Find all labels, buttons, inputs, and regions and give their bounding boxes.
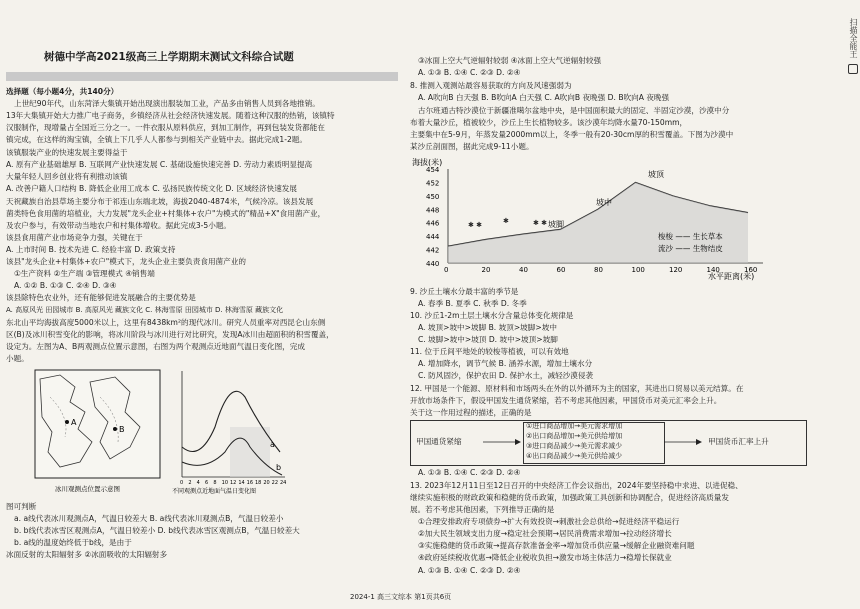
passage-4-line-2: 布着大量沙丘，植被较少，沙丘上生长植物较多。该沙漠年均降水量70-150mm， (410, 118, 688, 127)
question-6-label: 图可判断 (6, 502, 37, 511)
dune-xlabel: 水平距离(米) (708, 272, 755, 281)
dune-x-tick: 60 (556, 266, 566, 274)
temp-x-tick: 4 (196, 480, 200, 486)
svg-text:✱ ✱: ✱ ✱ (533, 219, 547, 227)
dune-x-tick: 80 (594, 266, 603, 274)
point-b-label: B (119, 425, 125, 434)
temp-x-tick: 0 (180, 480, 184, 486)
question-5: 该县除特色农业外，还有能够促进发展融合的主要优势是 (6, 293, 196, 302)
question-6-option-2: b. b线代表冰雪区观测点A，气温日较差小 D. b线代表冰雪区观测点B，气温日较差大 (14, 526, 300, 535)
dune-y-tick: 442 (426, 246, 440, 255)
temp-x-tick: 16 (246, 480, 254, 486)
q12-arrow-right (664, 420, 704, 464)
dune-ylabel: 海拔(米) (412, 158, 443, 167)
temp-x-tick: 12 (230, 480, 237, 486)
question-13-line-3: 展。若不考虑其他因素，下列推导正确的是 (410, 505, 555, 514)
question-13-line-1: 13. 2023年12月11日至12日召开的中央经济工作会议指出，2024年要坚持稳中求进、以进促稳、 (410, 481, 743, 490)
question-1: 该镇服装产业的快速发展主要得益于 (6, 148, 128, 157)
dune-y-tick: 450 (426, 192, 440, 201)
passage-1-line-4: 镇完成，在这样的淘宝镇，全镇上下几乎人人都参与到相关产业链中去。据此完成1-2题。 (6, 135, 307, 144)
passage-2-line-1: 天祝藏族自治县草场主要分布于祁连山东端北坡，海拔2040-4874米，气候冷凉。该县发展 (6, 197, 314, 206)
temp-x-tick: 20 (263, 480, 270, 486)
question-6-option-1: a. a线代表冰川观测点A，气温日较差大 B. a线代表冰川观测点B，气温日较差小 (14, 514, 284, 523)
question-12-line-2: 开放市场条件下，假设甲国发生通货紧缩，若不考虑其他因素，甲国货币对美元汇率会上升。 (410, 396, 722, 405)
temp-x-tick: 8 (213, 480, 217, 486)
temp-x-tick: 24 (280, 480, 287, 486)
question-10: 10. 沙丘1-2m土层土壤水分含量总体变化规律是 (410, 311, 574, 320)
point-b-marker (113, 427, 117, 431)
glacier-map-figure (30, 367, 165, 497)
passage-4-line-1: 古尔班通古特沙漠位于新疆准噶尔盆地中央，是中国面积最大的固定、半固定沙漠，沙漠中分 (418, 106, 730, 115)
q12-right-box: 甲国货币汇率上升 (708, 437, 769, 446)
scanner-label: 扫描全能王 (849, 18, 858, 58)
question-12-choices: A. ①③ B. ①④ C. ②③ D. ②④ (418, 468, 521, 477)
temp-x-tick: 10 (221, 480, 229, 486)
q12-mid-1: ①进口商品增加→美元需求增加 (526, 422, 623, 430)
point-a-label: A (71, 418, 77, 427)
question-11-option-2: C. 防风固沙，保护农田 D. 保护水土，减轻沙漠侵袭 (418, 371, 594, 380)
dune-profile-chart (408, 155, 788, 285)
label-mid: 坡中 (596, 198, 612, 207)
q12-mid-4: ④出口商品减少→美元供给减少 (526, 452, 623, 460)
line-a-label: a (270, 440, 275, 449)
question-13-option-4: ④政府延续税收优惠→降低企业税收负担→激发市场主体活力→稳增长保就业 (418, 553, 672, 562)
page-footer: 2024-1 高三文综本 第1页共6页 (350, 593, 452, 601)
question-12-line-3: 关于这一作用过程的描述，正确的是 (410, 408, 532, 417)
question-7-options: 冰面反射的太阳辐射多 ②冰面吸收的太阳辐射多 (6, 550, 168, 559)
exam-title: 树德中学高2021级高三上学期期末测试文科综合试题 (44, 51, 294, 63)
dune-y-tick: 452 (426, 179, 440, 188)
passage-3-line-1: 东北山平均海拔高度5000米以上，这里有8438km²的现代冰川。研究人员重率对西昆仑山东侧 (6, 318, 326, 327)
question-11-option-1: A. 增加降水，调节气候 B. 涵养水源，增加土壤水分 (418, 359, 593, 368)
dune-x-tick: 160 (744, 266, 758, 274)
scanner-watermark (842, 18, 858, 74)
legend-2: 流沙 —— 生物结皮 (658, 244, 723, 253)
legend-1: 梭梭 —— 生长草本 (658, 232, 723, 241)
temperature-chart (170, 367, 290, 497)
question-13-option-1: ①合理安排政府专项债券→扩大有效投资→刺激社会总供给→促进经济平稳运行 (418, 517, 680, 526)
dune-y-ticks (426, 166, 440, 268)
question-12-line-1: 12. 甲国是一个能源、原材料和市场两头在外的以外循环为主的国家，其进出口贸易以美元结算。在 (410, 384, 744, 393)
question-7-choices: A. ①③ B. ①④ C. ②③ D. ②④ (418, 68, 521, 77)
question-9: 9. 沙丘土壤水分最丰富的季节是 (410, 287, 519, 296)
q12-arrows (483, 420, 523, 464)
dune-x-tick: 40 (519, 266, 528, 274)
question-1-options: A. 原有产业基础雄厚 B. 互联网产业快速发展 C. 基础设施快速完善 D. 劳动力素质明显提高 (6, 160, 313, 169)
question-4-choices: A. ①② B. ①③ C. ②④ D. ③④ (14, 281, 117, 290)
svg-text:✱: ✱ (503, 217, 509, 225)
dune-y-tick: 454 (426, 166, 440, 174)
dune-x-tick: 100 (631, 266, 645, 274)
question-5-options: A. 高原风光 田园城市 B. 高原风光 藏族文化 C. 林海雪原 田园城市 D. 林海雪原 藏族文化 (6, 306, 284, 314)
question-7: b. a线的温度始终低于b线，是由于 (14, 538, 132, 547)
temp-x-tick: 6 (205, 480, 209, 486)
dune-y-tick: 440 (426, 260, 440, 268)
temp-x-tick: 22 (271, 480, 279, 486)
question-8-options: A. A吹向B 白天强 B. B吹向A 白天强 C. A吹向B 夜晚强 D. B吹向A 夜晚强 (418, 93, 670, 102)
dune-y-tick: 446 (426, 219, 440, 228)
question-13-option-3: ③实施稳健的货币政策→提高存款准备金率→增加货币供应量→缓解企业融资难问题 (418, 541, 695, 550)
label-foot: 坡脚 (548, 220, 564, 229)
question-3: 该县食用菌产业市场竞争力强，关键在于 (6, 233, 143, 242)
temp-x-ticks (180, 480, 286, 486)
question-13-choices: A. ①③ B. ①④ C. ②③ D. ②④ (418, 566, 521, 575)
dune-x-tick: 20 (481, 266, 491, 274)
q12-mid-3: ③进口商品减少→美元需求减少 (526, 442, 623, 450)
question-4: 该县"龙头企业+村集体+农户"模式下，龙头企业主要负责食用菌产业的 (6, 257, 246, 266)
question-11: 11. 位于丘间平地处的较梭等植被，可以有效地 (410, 347, 569, 356)
line-b-label: b (276, 463, 282, 472)
question-4-options: ①生产资料 ②生产端 ③管理模式 ④销售端 (14, 269, 155, 278)
dune-y-tick: 444 (426, 233, 440, 242)
question-2-options: A. 改善户籍人口结构 B. 降低企业用工成本 C. 弘扬民族传统文化 D. 区域经济快速发展 (6, 184, 297, 193)
passage-2-line-2: 菌类特色食用菌的培植业，大力发展"龙头企业+村集体+农户"为模式的"精品+X"食用菌产业， (6, 209, 326, 218)
passage-1-line-2: 13年大集镇开始大力推广电子商务，乡镇经济从社会经济快速发展。随着这种汉服的热销，该镇特 (6, 111, 335, 120)
scanner-logo-icon (848, 64, 858, 74)
temp-x-tick: 2 (188, 480, 192, 486)
passage-1-line-3: 汉服制作，现增量占全国近三分之一。一件衣服从原料供应，到加工制作，再到包装发货都能在 (6, 123, 325, 132)
question-10-option-1: A. 坡顶>坡中>坡脚 B. 坡顶>坡脚>坡中 (418, 323, 557, 332)
point-a-marker (65, 420, 69, 424)
question-8: 8. 推测入观测站最容易获取的方向及风速强弱为 (410, 81, 572, 90)
question-10-option-2: C. 坡脚>坡中>坡顶 D. 坡中>坡顶>坡脚 (418, 335, 558, 344)
dune-x-tick: 140 (706, 266, 720, 274)
question-13-line-2: 继续实施积极的财政政策和稳健的货币政策，加强政策工具创新和协调配合，促进经济高质量发 (410, 493, 729, 502)
q12-left-box: 甲国通货紧缩 (416, 437, 462, 446)
dune-x-tick: 0 (444, 266, 449, 274)
q12-mid-2: ②出口商品增加→美元供给增加 (526, 432, 623, 440)
passage-4-line-3: 主要集中在5-9月，年蒸发量2000mm以上，冬季一般有20-30cm厚的积雪覆盖。下图为沙漠中 (410, 130, 734, 139)
temp-x-tick: 14 (238, 480, 245, 486)
question-7-continued: ③冰面上空大气逆辐射较弱 ④冰面上空大气逆辐射较强 (418, 56, 602, 65)
question-13-option-2: ②加大民生领域支出力度→稳定社会预期→居民消费需求增加→拉动经济增长 (418, 529, 672, 538)
question-9-options: A. 春季 B. 夏季 C. 秋季 D. 冬季 (418, 299, 527, 308)
map-caption: 冰川观测点位置示意图 (55, 485, 120, 493)
label-top: 坡顶 (648, 170, 664, 179)
dune-y-tick: 448 (426, 206, 440, 215)
passage-3-line-2: 区(B)及冰川积雪变化的影响，将冰川阶段与冰川进行对比研究，发现A冰川由超面积的积雪覆盖， (6, 330, 334, 339)
question-3-options: A. 上市时间 B. 技术先进 C. 经验丰富 D. 政策支持 (6, 245, 176, 254)
redacted-strip (6, 72, 398, 81)
vegetation-symbols (468, 217, 547, 229)
question-2: 大量年轻人回乡创业将有利推动该镇 (6, 172, 128, 181)
passage-3-line-4: 小题。 (6, 354, 29, 363)
temp-x-tick: 18 (255, 480, 262, 486)
dune-x-tick: 120 (669, 266, 683, 274)
svg-text:✱ ✱: ✱ ✱ (468, 221, 482, 229)
temp-chart-caption: 不同观测点近地面气温日变化图 (172, 488, 257, 495)
passage-4-line-4: 某沙丘剖面图，据此完成9-11小题。 (410, 142, 534, 151)
passage-2-line-3: 及农户参与，有效带动当地农户和村集体增收。据此完成3-5小题。 (6, 221, 232, 230)
passage-1-line-1: 上世纪90年代，山东菏泽大集镇开始出现演出服装加工业，产品多由销售人员到各地推销。 (14, 99, 320, 108)
passage-3-line-3: 设定为。左图为A、B两观测点位置示意图，右图为两个观测点近地面气温日变化图，完成 (6, 342, 305, 351)
section-heading: 选择题（每小题4分，共140分） (6, 87, 119, 96)
